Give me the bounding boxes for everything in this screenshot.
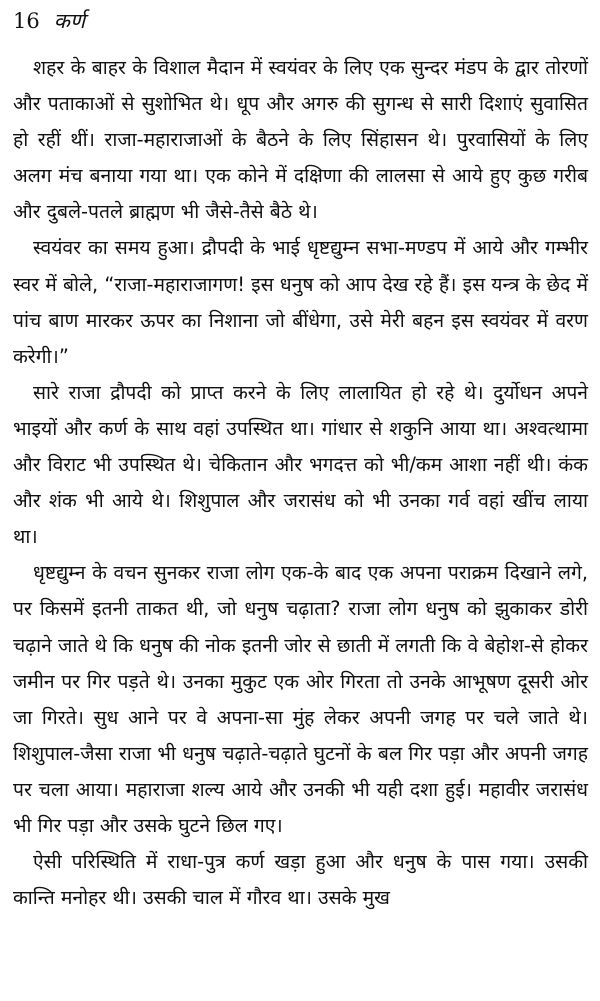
paragraph-mandap: शहर के बाहर के विशाल मैदान में स्वयंवर के लिए एक सुन्दर मंडप के द्वार तोरणों और पताकाओं से सुशोभित थे। धूप और अगरु की सुगन्ध से सारी दिशाएं सुवासित हो रहीं थीं। राजा-महाराजाओं के बैठने के लिए सिंहासन थे। पुरवासियों के लिए अलग मंच बनाया गया था। एक कोने में दक्षिणा की लालसा से आये हुए कुछ गरीब और दुबले-पतले ब्राह्मण भी जैसे-तैसे बैठे थे।: [13, 56, 588, 224]
running-title: कर्ण: [53, 9, 86, 33]
page-number: 16: [13, 9, 40, 33]
paragraph-karna-rises: ऐसी परिस्थिति में राधा-पुत्र कर्ण खड़ा हुआ और धनुष के पास गया। उसकी कान्ति मनोहर थी। उसकी चाल में गौरव था। उसके मुख: [13, 850, 588, 910]
paragraph-kings-present: सारे राजा द्रौपदी को प्राप्त करने के लिए लालायित हो रहे थे। दुर्योधन अपने भाइयों और कर्ण के साथ वहां उपस्थित था। गांधार से शकुनि आया था। अश्वत्थामा और विराट भी उपस्थित थे। चेकितान और भगदत्त को भी/कम आशा नहीं थी। कंक और शंक भी आये थे। शिशुपाल और जरासंध को भी उनका गर्व वहां खींच लाया था।: [13, 380, 588, 549]
body-text: [13, 50, 588, 916]
running-header: [13, 6, 588, 40]
paragraph-kings-fail: धृष्टद्युम्न के वचन सुनकर राजा लोग एक-के बाद एक अपना पराक्रम दिखाने लगे, पर किसमें इतनी ताकत थी, जो धनुष चढ़ाता? राजा लोग धनुष को झुकाकर डोरी चढ़ाने जाते थे कि धनुष की नोक इतनी जोर से छाती में लगती कि वे बेहोश-से होकर जमीन पर गिर पड़ते थे। उनका मुकुट एक ओर गिरता तो उनके आभूषण दूसरी ओर जा गिरते। सुध आने पर वे अपना-सा मुंह लेकर अपनी जगह पर चले जाते थे। शिशुपाल-जैसा राजा भी धनुष चढ़ाते-चढ़ाते घुटनों के बल गिर पड़ा और अपनी जगह पर चला आया। महाराजा शल्य आये और उनकी भी यही दशा हुई। महावीर जरासंध भी गिर पड़ा और उसके घुटने छिल गए।: [13, 561, 588, 837]
paragraph-swayamvar-announcement: स्वयंवर का समय हुआ। द्रौपदी के भाई धृष्टद्युम्न सभा-मण्डप में आये और गम्भीर स्वर में बोले, “राजा-महाराजागण! इस धनुष को आप देख रहे हैं। इस यन्त्र के छेद में पांच बाण मारकर ऊपर का निशाना जो बींधेगा, उसे मेरी बहन इस स्वयंवर में वरण करेगी।”: [13, 236, 588, 368]
